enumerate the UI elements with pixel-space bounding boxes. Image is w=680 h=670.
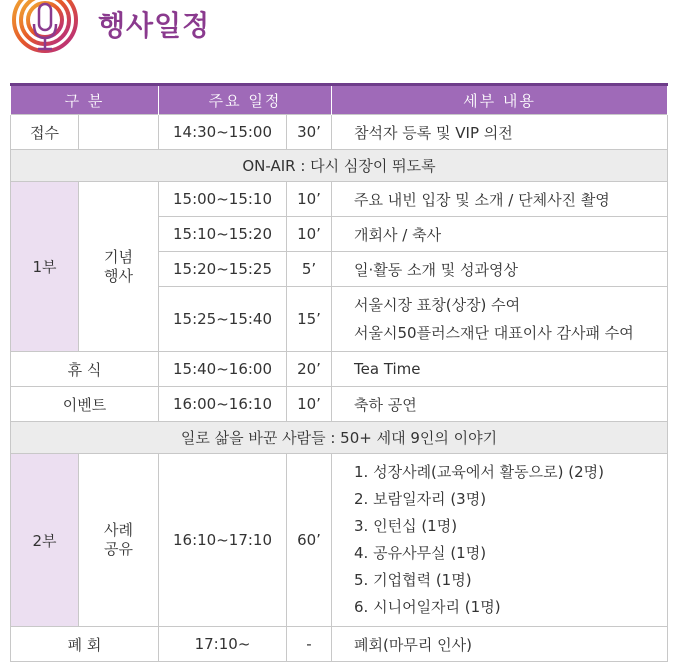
row-detail: 폐회(마무리 인사) (332, 627, 668, 662)
row-duration: 30’ (287, 115, 332, 150)
header-category: 구 분 (11, 85, 159, 115)
row-time: 16:10~17:10 (159, 454, 287, 627)
section-row (11, 422, 668, 454)
row-category: 접수 (11, 115, 79, 150)
part-label: 2부 (11, 454, 79, 627)
row-time: 15:00~15:10 (159, 182, 287, 217)
row-time: 15:25~15:40 (159, 287, 287, 352)
table-header-row (11, 85, 668, 115)
page-header (0, 0, 680, 55)
row-time: 15:20~15:25 (159, 252, 287, 287)
part-sub-label: 기념 행사 (79, 182, 159, 352)
row-time: 15:10~15:20 (159, 217, 287, 252)
table-row (11, 454, 668, 627)
row-duration: 10’ (287, 387, 332, 422)
section-title: ON-AIR : 다시 심장이 뛰도록 (11, 150, 668, 182)
page-title: 행사일정 (98, 9, 211, 42)
schedule-table (10, 83, 668, 662)
detail-line: 서울시장 표창(상장) 수여 (354, 296, 521, 314)
row-duration: 10’ (287, 217, 332, 252)
section-row (11, 150, 668, 182)
header-detail: 세부 내용 (332, 85, 668, 115)
row-duration: 20’ (287, 352, 332, 387)
detail-line: 5. 기업협력 (1명) (354, 571, 472, 589)
row-detail: 주요 내빈 입장 및 소개 / 단체사진 촬영 (332, 182, 668, 217)
detail-line: 서울시50플러스재단 대표이사 감사패 수여 (354, 324, 634, 342)
table-row (11, 627, 668, 662)
microphone-broadcast-icon (8, 0, 82, 54)
table-row (11, 387, 668, 422)
row-time: 14:30~15:00 (159, 115, 287, 150)
section-title: 일로 삶을 바꾼 사람들 : 50+ 세대 9인의 이야기 (11, 422, 668, 454)
table-row (11, 182, 668, 217)
table-row (11, 352, 668, 387)
row-detail: 참석자 등록 및 VIP 의전 (332, 115, 668, 150)
row-detail: Tea Time (332, 352, 668, 387)
detail-line: 3. 인턴십 (1명) (354, 517, 458, 535)
part-label: 1부 (11, 182, 79, 352)
row-time: 17:10~ (159, 627, 287, 662)
detail-line: 2. 보람일자리 (3명) (354, 490, 487, 508)
row-duration: 5’ (287, 252, 332, 287)
header-schedule: 주요 일정 (159, 85, 332, 115)
row-duration: 60’ (287, 454, 332, 627)
part-sub-label: 사례 공유 (79, 454, 159, 627)
row-category: 폐 회 (11, 627, 159, 662)
row-duration: 15’ (287, 287, 332, 352)
row-time: 16:00~16:10 (159, 387, 287, 422)
row-detail (332, 287, 668, 352)
row-detail: 축하 공연 (332, 387, 668, 422)
detail-line: 6. 시니어일자리 (1명) (354, 598, 501, 616)
row-duration: - (287, 627, 332, 662)
row-category: 이벤트 (11, 387, 159, 422)
row-duration: 10’ (287, 182, 332, 217)
row-detail: 일·활동 소개 및 성과영상 (332, 252, 668, 287)
empty-cell (79, 115, 159, 150)
table-row (11, 115, 668, 150)
row-time: 15:40~16:00 (159, 352, 287, 387)
row-category: 휴 식 (11, 352, 159, 387)
row-detail: 개회사 / 축사 (332, 217, 668, 252)
row-detail (332, 454, 668, 627)
detail-line: 1. 성장사례(교육에서 활동으로) (2명) (354, 463, 604, 481)
detail-line: 4. 공유사무실 (1명) (354, 544, 487, 562)
